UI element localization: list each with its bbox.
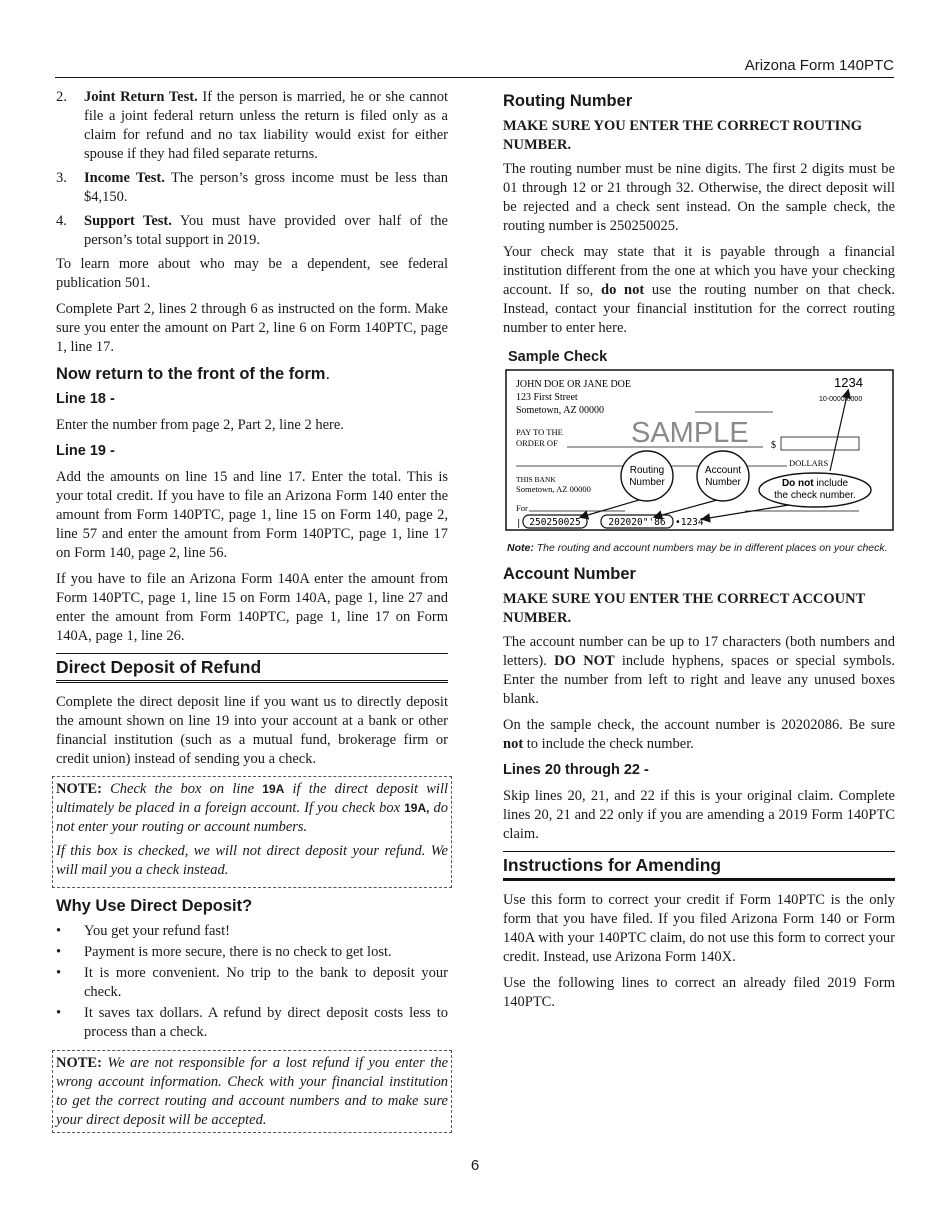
list-item: • Payment is more secure, there is no check to get lost. (56, 944, 392, 960)
micr-routing: 250250025 (529, 517, 581, 528)
lines20-22-text: Skip lines 20, 21, and 22 if this is your original claim. Complete lines 20, 21 and 22 only if you are amending a 2019 Form 140PTC claim. (503, 788, 895, 842)
sample-check-label: Sample Check (508, 349, 608, 365)
routing-bubble (621, 451, 673, 501)
return-heading: Now return to the front of the form. (56, 365, 331, 383)
line19-text-140a: If you have to file an Arizona Form 140A enter the amount from Form 140PTC, page 1, line 15 on Form 140A, page 1, line 27 and enter the amount from Form 140PTC, page 1, line 17 on Form 140A, page 1, line 26. (56, 571, 448, 644)
line18-heading: Line 18 - (56, 391, 115, 407)
line19-text: Add the amounts on line 15 and line 17. Enter the total. This is your total credit. If you have to file an Arizona Form 140 enter the amount from Form 140PTC, page 1, line 15 on Form 140, page 2, line 57 and enter the amount from Form 140PTC, page 1, line 17 on Form 140, page 2, line 56. (56, 469, 448, 561)
list-item: 3. Income Test. The person’s gross income must be less than $4,150. (56, 170, 448, 205)
amending-text: Use this form to correct your credit if Form 140PTC is the only form that you have filed. If you filed Arizona Form 140 or Form 140A with your 140PTC claim, do not use this form to correct your credit. Instead, use Arizona Form 140X. (503, 892, 895, 965)
svg-text:Account: Account (704, 465, 742, 476)
why-direct-deposit-heading: Why Use Direct Deposit? (56, 897, 253, 915)
micr-check-number: •1234 (675, 517, 704, 528)
complete-part2-text: Complete Part 2, lines 2 through 6 as instructed on the form. Make sure you enter the amount on Part 2, line 6 on Form 140PTC, page 1, line 17. (56, 301, 448, 355)
sample-check (505, 369, 895, 537)
account-number-heading: Account Number (503, 565, 636, 583)
svg-text:Number: Number (705, 477, 741, 488)
routing-text: The routing number must be nine digits. The first 2 digits must be 01 through 12 or 21 through 32. Otherwise, the direct deposit will be rejected and a check sent instead. On the sample check, the routing number is 250250025. (503, 161, 895, 234)
line18-text: Enter the number from page 2, Part 2, line 2 here. (56, 417, 344, 433)
svg-text:the check number.: the check number. (774, 490, 856, 501)
routing-payable-text: Your check may state that it is payable through a financial institution different from the one at which you have your checking account. If so, do not use the routing number on that check. Instead, contact your financial institution for the correct routing number to enter here. (503, 244, 895, 336)
account-warning: MAKE SURE YOU ENTER THE CORRECT ACCOUNT NUMBER. (503, 591, 866, 626)
lines20-22-heading: Lines 20 through 22 - (503, 762, 649, 778)
benefits-list (56, 922, 448, 1042)
amending-section-title: Instructions for Amending (503, 851, 895, 881)
pay-to-label: PAY TO THE (516, 427, 563, 437)
dependent-tests-list (56, 88, 448, 250)
routing-number-heading: Routing Number (503, 92, 633, 110)
order-of-label: ORDER OF (516, 438, 558, 448)
left-column (56, 88, 448, 1141)
bank-city: Sometown, AZ 00000 (516, 484, 591, 494)
list-item: • It saves tax dollars. A refund by direct deposit costs less to process than a check. (56, 1005, 448, 1040)
lost-refund-note: NOTE: We are not responsible for a lost refund if you enter the wrong account information. Check with your financial institution to get the correct routing and account numbers and to make sure your direct deposit will be accepted. (52, 1050, 452, 1133)
account-sample-text: On the sample check, the account number is 20202086. Be sure not to include the check number. (503, 717, 895, 752)
form-title: Arizona Form 140PTC (744, 57, 894, 74)
list-item: • You get your refund fast! (56, 923, 230, 939)
svg-text:Routing: Routing (629, 465, 665, 476)
list-item: 2. Joint Return Test. If the person is married, he or she cannot file a joint federal return unless the return is filed only as a claim for refund and no tax liability would exist for either spouse if they had filed separate returns. (56, 89, 448, 162)
bank-name: THIS BANK (516, 475, 556, 484)
sample-check-image (505, 369, 895, 531)
direct-deposit-section-title: Direct Deposit of Refund (56, 653, 448, 683)
line19-heading: Line 19 - (56, 443, 115, 459)
dollars-label: DOLLARS (789, 458, 829, 468)
amending-lines-text: Use the following lines to correct an already filed 2019 Form 140PTC. (503, 975, 895, 1010)
page-number: 6 (470, 1157, 480, 1174)
foreign-account-note: NOTE: Check the box on line 19A if the direct deposit will ultimately be placed in a foreign account. If you check box 19A, do not enter your routing or account numbers. If this box is checked, we will not direct deposit your refund. We will mail you a check instead. (52, 776, 452, 888)
account-text: The account number can be up to 17 characters (both numbers and letters). DO NOT include hyphens, spaces or special symbols. Enter the number from left to right and leave any unused boxes blank. (503, 634, 896, 707)
list-item: 4. Support Test. You must have provided over half of the person’s total support in 2019. (56, 213, 448, 248)
right-column (503, 88, 895, 1019)
routing-warning: MAKE SURE YOU ENTER THE CORRECT ROUTING NUMBER. (503, 118, 863, 153)
svg-text:Number: Number (629, 477, 665, 488)
check-city: Sometown, AZ 00000 (516, 405, 605, 416)
account-bubble (697, 451, 749, 501)
micr-bracket: | (516, 519, 522, 529)
check-street: 123 First Street (516, 392, 578, 403)
check-fraction: 10-0000/0000 (819, 396, 863, 403)
check-owner-name: JOHN DOE OR JANE DOE (516, 379, 631, 390)
for-label: For (516, 503, 528, 513)
learn-more-text: To learn more about who may be a dependent, see federal publication 501. (56, 256, 448, 291)
dollar-sign: $ (771, 440, 776, 451)
check-note: Note: The routing and account numbers may be in different places on your check. (507, 542, 888, 554)
svg-text:Do not include: Do not include (781, 478, 849, 489)
check-number: 1234 (834, 375, 863, 390)
header-rule (55, 77, 894, 78)
sample-watermark: SAMPLE (631, 417, 749, 449)
direct-deposit-text: Complete the direct deposit line if you want us to directly deposit the amount shown on line 19 into your account at a bank or other financial institution (such as a mutual fund, brokerage firm or credit union) instead of sending you a check. (56, 694, 448, 767)
list-item: • It is more convenient. No trip to the bank to deposit your check. (56, 965, 448, 1000)
micr-account: 202020"'86 (608, 517, 666, 528)
